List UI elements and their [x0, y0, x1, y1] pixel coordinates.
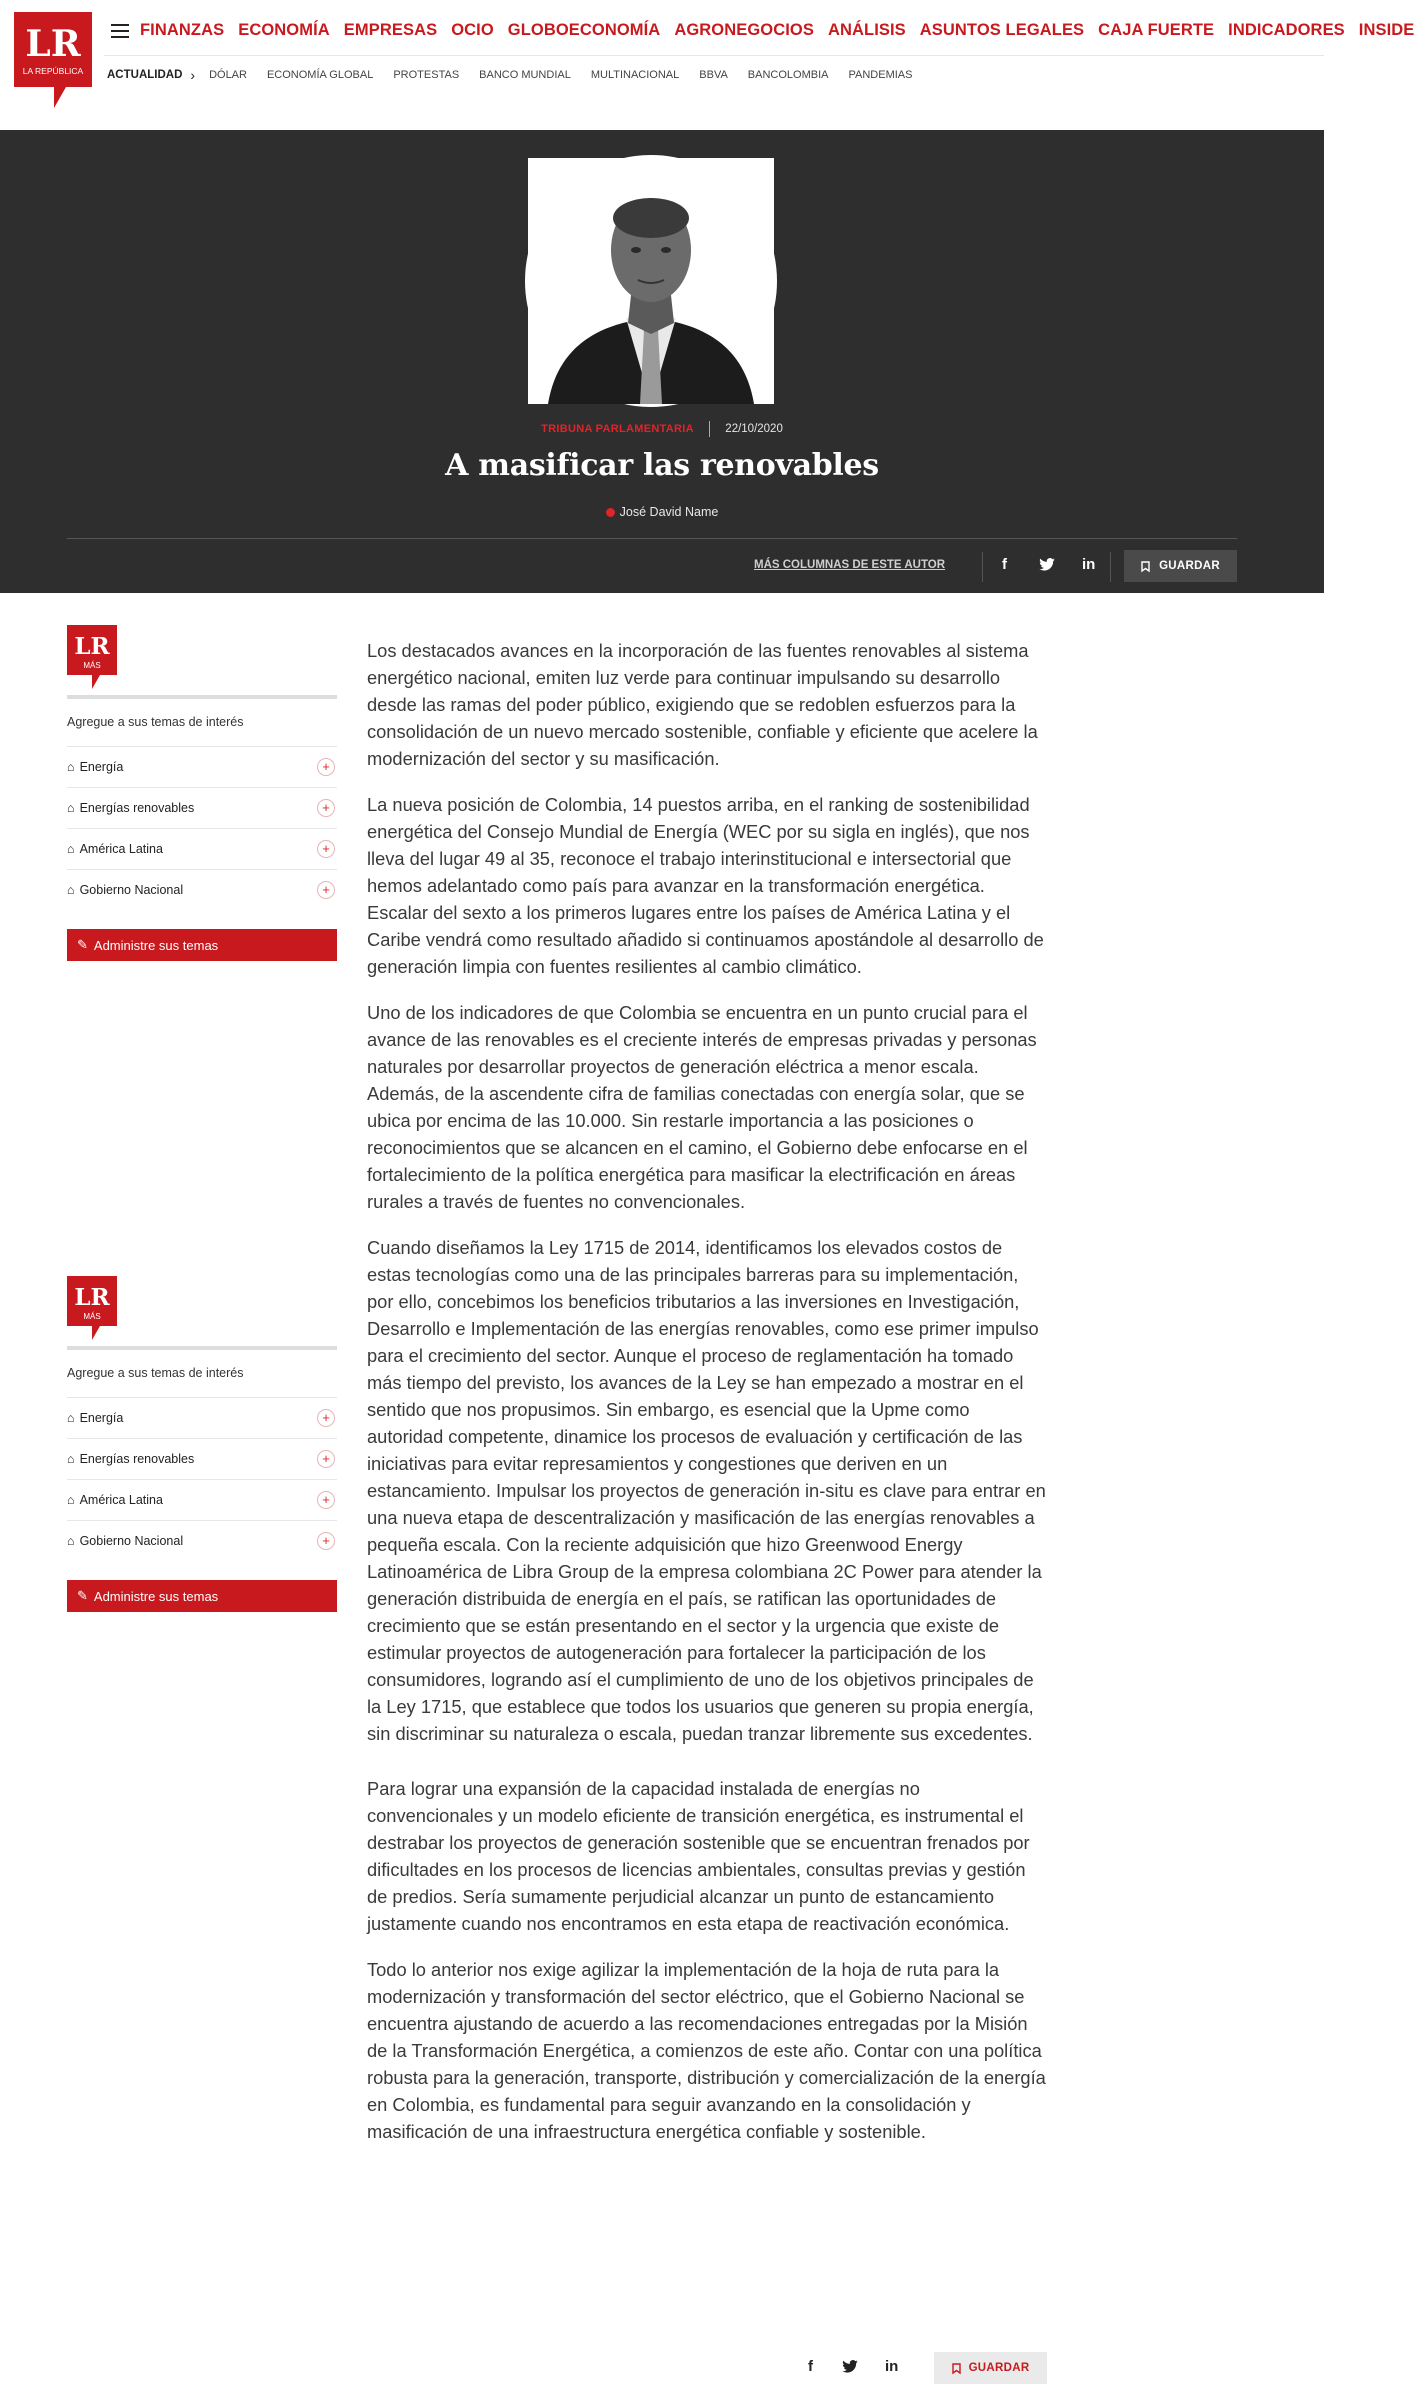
toolbar-divider: [982, 552, 983, 582]
topic-label: Gobierno Nacional: [79, 1534, 184, 1548]
add-topic-icon[interactable]: +: [317, 758, 335, 776]
menu-item-inside[interactable]: INSIDE: [1358, 21, 1415, 39]
logo-subtext: LA REPÚBLICA: [22, 66, 84, 76]
article-paragraph: Para lograr una expansión de la capacidad instalada de energías no convencionales y un modelo eficiente de transición energética, es instrumental el destrabar los proyectos de generación sostenible que se encuentran frenados por dificultades en los procesos de licencias ambientales, consultas previas y gestión de predios. Sería sumamente perjudicial alcanzar un punto de estancamiento justamente cuando nos encontramos en esta etapa de reactivación económica.: [367, 1778, 1030, 1934]
tag-icon: ⌂: [67, 1493, 75, 1507]
author-byline[interactable]: [0, 505, 1324, 519]
top-navigation: [0, 0, 1415, 130]
menu-item-finanzas[interactable]: FINANZAS: [140, 21, 225, 39]
topic-america-latina[interactable]: [67, 1479, 337, 1520]
submenu-item-pandemias[interactable]: PANDEMIAS: [848, 69, 913, 81]
author-name[interactable]: José David Name: [619, 505, 719, 519]
lr-mas-logo[interactable]: [67, 625, 117, 689]
topic-label: Energía: [79, 760, 124, 774]
badge-text: LR: [74, 633, 110, 660]
article-toolbar: [0, 550, 1324, 584]
topic-gobierno-nacional[interactable]: [67, 869, 337, 910]
article-paragraph: Uno de los indicadores de que Colombia se encuentra en un punto crucial para el avance de las renovables es el creciente interés de empresas privadas y personas naturales por desarrollar proyectos de generación eléctrica a menor escala. Además, de la ascendente cifra de familias conectadas con energía solar, que se ubica por encima de las 10.000. Sin restarle importancia a las posiciones o reconocimientos que se alcancen en el camino, el Gobierno debe enfocarse en el fortalecimiento de la política energética para masificar la electrificación en áreas rurales a través de fuentes no convencionales.: [367, 1002, 1037, 1212]
badge-sub: MÁS: [83, 661, 101, 670]
linkedin-icon[interactable]: in: [1082, 556, 1096, 573]
widget-divider: [67, 695, 337, 699]
article-meta: [0, 421, 1324, 437]
sub-menu: [107, 69, 932, 81]
submenu-item-dolar[interactable]: DÓLAR: [209, 69, 247, 81]
add-topic-icon[interactable]: +: [317, 1409, 335, 1427]
tag-icon: ⌂: [67, 801, 75, 815]
menu-item-globoeconomia[interactable]: GLOBOECONOMÍA: [507, 21, 661, 39]
manage-topics-label: Administre sus temas: [93, 937, 219, 953]
tag-icon: ⌂: [67, 1534, 75, 1548]
tag-icon: ⌂: [67, 842, 75, 856]
save-label: GUARDAR: [1159, 560, 1220, 572]
topic-energia[interactable]: [67, 1397, 337, 1438]
manage-topics-label: Administre sus temas: [93, 1588, 219, 1604]
menu-item-analisis[interactable]: ANÁLISIS: [827, 21, 906, 39]
menu-item-agronegocios[interactable]: AGRONEGOCIOS: [674, 21, 814, 39]
submenu-item-banco-mundial[interactable]: BANCO MUNDIAL: [479, 69, 571, 81]
twitter-icon[interactable]: [1039, 558, 1055, 575]
add-topic-icon[interactable]: +: [317, 1532, 335, 1550]
submenu-item-economia-global[interactable]: ECONOMÍA GLOBAL: [266, 69, 374, 81]
save-button[interactable]: [934, 2352, 1047, 2384]
topics-hint: Agregue a sus temas de interés: [67, 715, 244, 729]
meta-divider: [709, 421, 710, 437]
add-topic-icon[interactable]: +: [317, 1450, 335, 1468]
topic-label: América Latina: [79, 842, 163, 856]
facebook-icon[interactable]: f: [1002, 556, 1007, 573]
save-label: GUARDAR: [968, 2362, 1030, 2374]
topic-label: América Latina: [79, 1493, 163, 1507]
tag-icon: ⌂: [67, 883, 75, 897]
menu-item-ocio[interactable]: OCIO: [451, 21, 494, 39]
article-paragraph: La nueva posición de Colombia, 14 puestos arriba, en el ranking de sostenibilidad energética del Consejo Mundial de Energía (WEC por su sigla en inglés), que nos lleva del lugar 49 al 35, reconoce el trabajo interinstitucional e intersectorial que hemos adelantado como país para avanzar en la transformación energética. Escalar del sexto a los primeros lugares entre los países de América Latina y el Caribe vendrá como resultado añadido si continuamos apostándole al desarrollo de generación limpia con fuentes resilientes al cambio climático.: [367, 794, 1044, 977]
topic-label: Energías renovables: [79, 801, 195, 815]
twitter-icon[interactable]: [842, 2360, 858, 2377]
menu-item-empresas[interactable]: EMPRESAS: [343, 21, 438, 39]
add-topic-icon[interactable]: +: [317, 840, 335, 858]
manage-topics-button[interactable]: [67, 929, 337, 961]
submenu-item-protestas[interactable]: PROTESTAS: [393, 69, 460, 81]
add-topic-icon[interactable]: +: [317, 799, 335, 817]
article-paragraph: Cuando diseñamos la Ley 1715 de 2014, identificamos los elevados costos de estas tecnologías como una de las principales barreras para su implementación, por ello, concebimos los beneficios tributarios a las inversiones en Investigación, Desarrollo e Implementación de las energías renovables, como ese primer impulso para el crecimiento del sector. Aunque el proceso de reglamentación ha tomado más tiempo del previsto, los avances de la Ley se han empezado a mostrar en el sentido que nos propusimos. Sin embargo, es esencial que la Upme como autoridad competente, dinamice los procesos de evaluación y certificación de las iniciativas para evitar represamientos y congestiones que deriven en un estancamiento. Impulsar los proyectos de generación in-situ es clave para entrar en una nueva etapa de descentralización y masificación de las energías renovables a pequeña escala. Con la reciente adquisición que hizo Greenwood Energy Latinoamérica de Libra Group de la empresa colombiana 2C Power para atender la generación distribuida de energía en el país, se ratifican las oportunidades de crecimiento que se están presentando en el sector y la urgencia que existe de estimular proyectos de autogeneración para fortalecer la participación de los consumidores, logrando así el cumplimiento de uno de los objetivos principales de la Ley 1715, que establece que todos los usuarios que generen su propia energía, sin discriminar su naturaleza o escala, puedan tranzar libremente sus excedentes.: [367, 1237, 1046, 1744]
topic-energias-renovables[interactable]: [67, 1438, 337, 1479]
menu-item-economia[interactable]: ECONOMÍA: [238, 21, 330, 39]
facebook-icon[interactable]: f: [808, 2358, 813, 2375]
topic-label: Energía: [79, 1411, 124, 1425]
submenu-item-multinacional[interactable]: MULTINACIONAL: [590, 69, 680, 81]
article-footer-toolbar: [790, 2352, 1047, 2384]
topic-energias-renovables[interactable]: [67, 787, 337, 828]
menu-item-caja-fuerte[interactable]: CAJA FUERTE: [1098, 21, 1215, 39]
menu-item-indicadores[interactable]: INDICADORES: [1228, 21, 1345, 39]
menu-item-asuntos-legales[interactable]: ASUNTOS LEGALES: [919, 21, 1085, 39]
topic-america-latina[interactable]: [67, 828, 337, 869]
author-dot-icon: [606, 508, 615, 517]
topic-label: Energías renovables: [79, 1452, 195, 1466]
save-button[interactable]: [1124, 550, 1237, 582]
article-body: [367, 637, 1047, 2164]
tag-icon: ⌂: [67, 1411, 75, 1425]
linkedin-icon[interactable]: in: [885, 2358, 899, 2375]
section-label[interactable]: TRIBUNA PARLAMENTARIA: [541, 423, 694, 436]
topics-hint: Agregue a sus temas de interés: [67, 1366, 244, 1380]
article-paragraph: Los destacados avances en la incorporación de las fuentes renovables al sistema energético nacional, emiten luz verde para continuar impulsando su desarrollo desde las ramas del poder público, exigiendo que se redoblen esfuerzos para la consolidación de un nuevo mercado sostenible, confiable y eficiente que acelere la modernización del sector y su masificación.: [367, 640, 1038, 769]
author-photo: [525, 155, 777, 407]
chevron-right-icon: ›: [190, 67, 196, 83]
tag-icon: ⌂: [67, 1452, 75, 1466]
add-topic-icon[interactable]: +: [317, 881, 335, 899]
submenu-item-bbva[interactable]: BBVA: [699, 69, 728, 81]
article-paragraph: Todo lo anterior nos exige agilizar la implementación de la hoja de ruta para la modernización y transformación del sector eléctrico, que el Gobierno Nacional se encuentra ajustando de acuerdo a las recomendaciones entregadas por la Misión de la Transformación Energética, a comienzos de este año. Contar con una política robusta para la generación, transporte, distribución y comercialización de la energía en Colombia, es fundamental para seguir avanzando en la consolidación y masificación de una infraestructura energética confiable y sostenible.: [367, 1959, 1046, 2142]
lr-mas-logo[interactable]: [67, 1276, 117, 1340]
hamburger-icon[interactable]: [111, 24, 129, 38]
topics-widget: [67, 625, 337, 961]
pencil-icon: ✎: [77, 1588, 88, 1603]
badge-sub: MÁS: [83, 1312, 101, 1321]
badge-text: LR: [74, 1284, 110, 1311]
topic-energia[interactable]: [67, 746, 337, 787]
tag-icon: ⌂: [67, 760, 75, 774]
article-title: A masificar las renovables: [445, 448, 879, 483]
topic-gobierno-nacional[interactable]: [67, 1520, 337, 1561]
la-republica-logo[interactable]: [14, 12, 92, 108]
toolbar-divider: [1110, 552, 1111, 582]
submenu-active-label[interactable]: ACTUALIDAD: [107, 69, 183, 81]
topics-widget: [67, 1276, 337, 1612]
more-columns-link[interactable]: MÁS COLUMNAS DE ESTE AUTOR: [754, 559, 946, 571]
widget-divider: [67, 1346, 337, 1350]
topic-label: Gobierno Nacional: [79, 883, 184, 897]
bookmark-icon: [1141, 561, 1150, 572]
submenu-item-bancolombia[interactable]: BANCOLOMBIA: [747, 69, 829, 81]
main-menu: [140, 21, 1428, 40]
add-topic-icon[interactable]: +: [317, 1491, 335, 1509]
logo-text: LR: [25, 23, 81, 65]
bookmark-icon: [952, 2363, 961, 2374]
nav-divider: [104, 55, 1324, 56]
publish-date: 22/10/2020: [725, 423, 783, 436]
hero-divider: [67, 538, 1237, 539]
manage-topics-button[interactable]: [67, 1580, 337, 1612]
article-hero: [0, 130, 1324, 593]
pencil-icon: ✎: [77, 937, 88, 952]
